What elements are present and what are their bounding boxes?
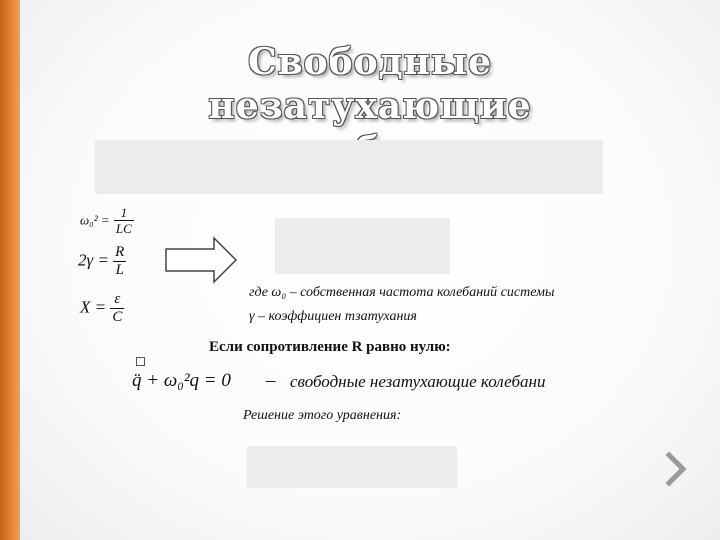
- formula-x: [80, 291, 124, 326]
- condition-text: Если сопротивление R равно нулю:: [209, 339, 451, 355]
- arrow-right-icon: [164, 236, 240, 284]
- formula-omega-numerator: 1: [114, 205, 134, 221]
- formula-omega: [80, 205, 134, 236]
- formula-x-numerator: ε: [110, 291, 124, 309]
- equation-description: свободные незатухающие колебани: [290, 372, 546, 391]
- solution-label: Решение этого уравнения:: [243, 408, 402, 423]
- equation-dash: –: [266, 370, 276, 391]
- accent-stripe: [0, 0, 20, 540]
- title-line-1: Свободные незатухающие: [208, 41, 532, 127]
- image-placeholder-bottom: [247, 446, 457, 488]
- formula-x-lhs: X =: [80, 297, 107, 317]
- image-placeholder-middle: [275, 218, 450, 274]
- chevron-right-icon[interactable]: [664, 452, 688, 486]
- formula-gamma-lhs: 2γ =: [78, 250, 109, 270]
- equation: q̈ + ω₀²q = 0: [132, 370, 231, 391]
- definition-omega: где ω₀ – собственная частота колебаний системы: [249, 285, 555, 300]
- formula-gamma-fraction: [113, 244, 126, 279]
- image-placeholder-top: [95, 140, 603, 194]
- formula-gamma-numerator: R: [115, 244, 125, 260]
- formula-x-denominator: C: [112, 309, 123, 325]
- formula-gamma-denominator: L: [115, 262, 124, 278]
- formula-omega-denominator: LC: [115, 221, 132, 236]
- formula-x-fraction: [110, 291, 124, 326]
- formula-omega-lhs: ω₀² =: [80, 212, 110, 228]
- definition-gamma: γ – коэффициен тзатухания: [249, 309, 417, 324]
- formula-gamma: [78, 244, 126, 279]
- formula-omega-fraction: [114, 205, 134, 236]
- bullet-box: [136, 357, 145, 366]
